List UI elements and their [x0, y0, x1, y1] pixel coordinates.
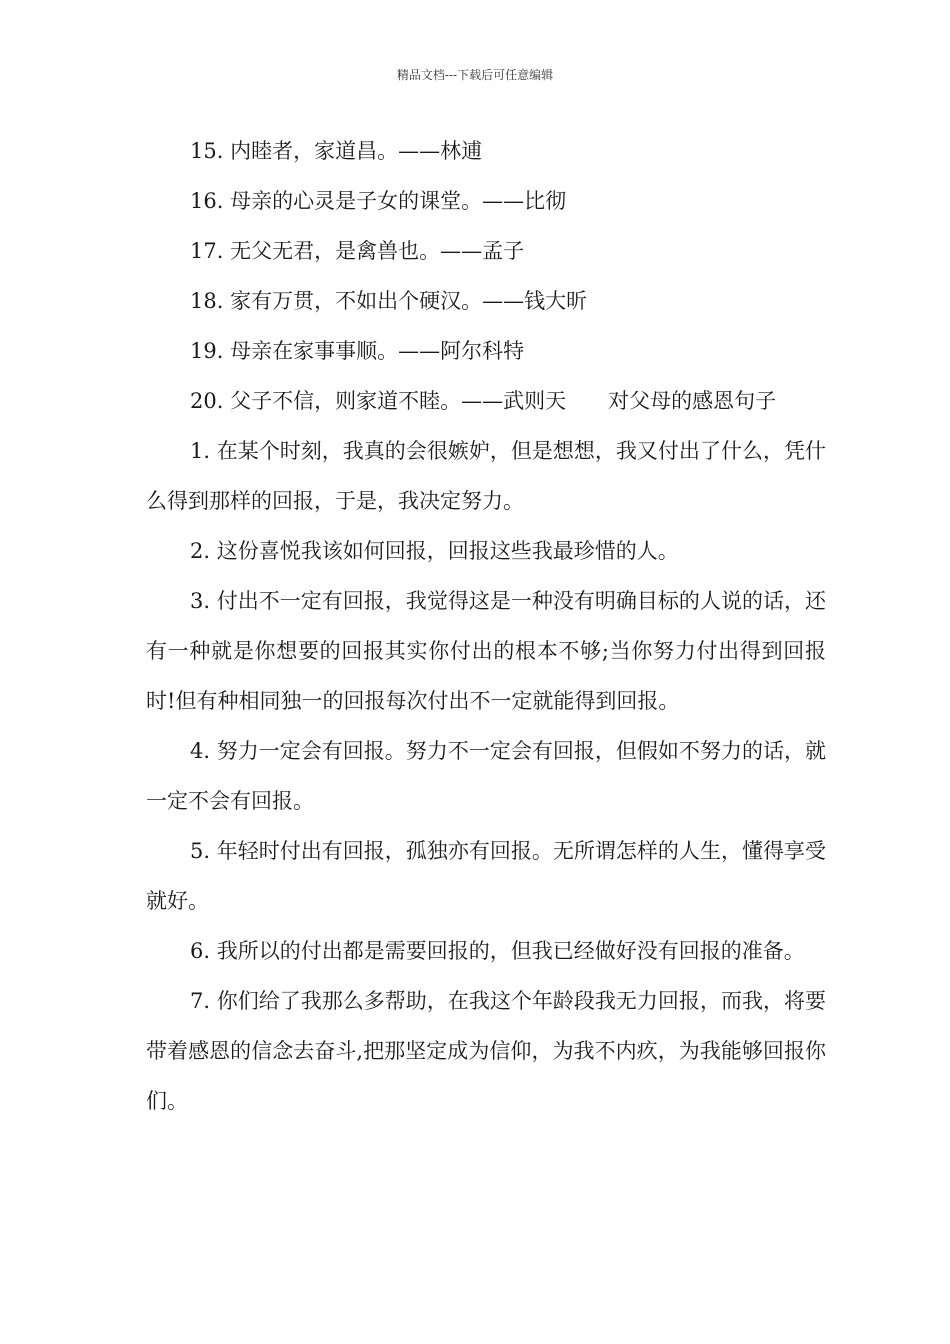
paragraph-quote-19: 19. 母亲在家事事顺。——阿尔科特: [190, 339, 525, 363]
paragraph-item-5: 5. 年轻时付出有回报，孤独亦有回报。无所谓怎样的人生，懂得享受就好。: [146, 839, 826, 913]
document-body: [146, 126, 826, 1126]
page-header: 精品文档---下载后可任意编辑: [396, 68, 554, 82]
paragraph-quote-16: 16. 母亲的心灵是子女的课堂。——比彻: [190, 189, 567, 213]
paragraph-item-2: 2. 这份喜悦我该如何回报，回报这些我最珍惜的人。: [190, 539, 679, 563]
paragraph-item-4: 4. 努力一定会有回报。努力不一定会有回报，但假如不努力的话，就一定不会有回报。: [146, 739, 826, 813]
paragraph-item-3: 3. 付出不一定有回报，我觉得这是一种没有明确目标的人说的话，还有一种就是你想要的回报其实你付出的根本不够;当你努力付出得到回报时!但有种相同独一的回报每次付出不一定就能得到回报。: [146, 589, 826, 713]
paragraph-quote-18: 18. 家有万贯，不如出个硬汉。——钱大昕: [190, 289, 588, 313]
paragraph-quote-17: 17. 无父无君，是禽兽也。——孟子: [190, 239, 525, 263]
paragraph-item-7: 7. 你们给了我那么多帮助，在我这个年龄段我无力回报，而我，将要带着感恩的信念去奋斗,把那坚定成为信仰，为我不内疚，为我能够回报你们。: [146, 989, 826, 1113]
paragraph-item-6: 6. 我所以的付出都是需要回报的，但我已经做好没有回报的准备。: [190, 939, 805, 963]
paragraph-quote-15: 15. 内睦者，家道昌。——林逋: [190, 139, 483, 163]
paragraph-quote-20: 20. 父子不信，则家道不睦。——武则天 对父母的感恩句子: [190, 389, 777, 413]
paragraph-item-1: 1. 在某个时刻，我真的会很嫉妒，但是想想，我又付出了什么，凭什么得到那样的回报，于是，我决定努力。: [146, 439, 826, 513]
